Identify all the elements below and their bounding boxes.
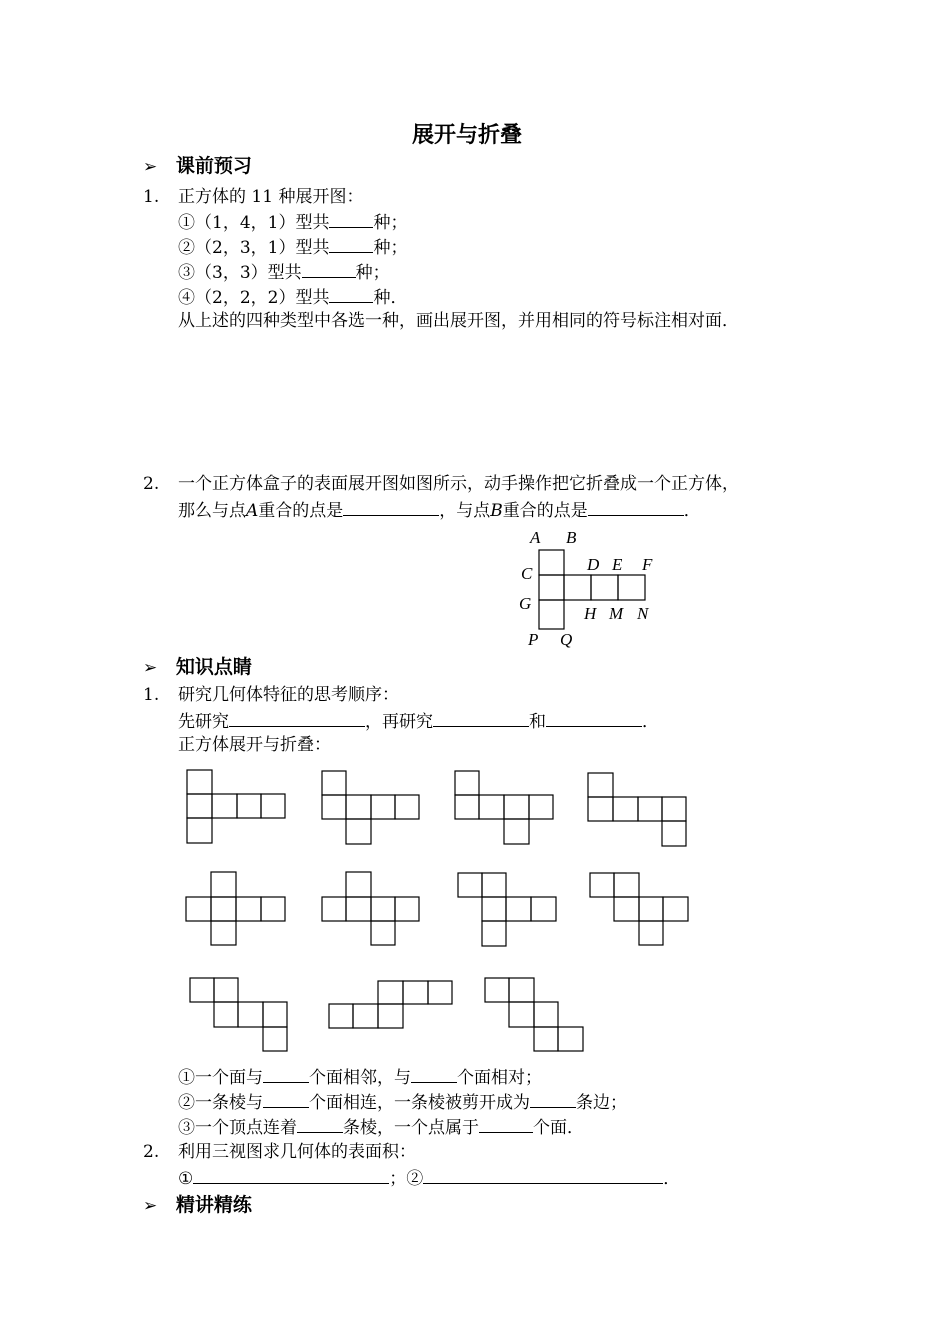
k1-text-d: ． bbox=[642, 712, 659, 732]
net-cell bbox=[329, 1004, 353, 1028]
blank bbox=[302, 261, 356, 278]
net-cell bbox=[353, 1004, 378, 1028]
q1-line-3-post: 种； bbox=[355, 263, 390, 283]
net-cell bbox=[378, 1004, 403, 1028]
section-practice bbox=[143, 1195, 252, 1216]
arrow-bullet-icon: ➢ bbox=[143, 1196, 158, 1216]
point-a: A bbox=[246, 501, 259, 521]
arrow-bullet-icon: ➢ bbox=[143, 658, 158, 678]
net-cell bbox=[261, 897, 285, 921]
net-cell bbox=[455, 795, 479, 819]
net-cell bbox=[639, 897, 663, 921]
net-cell bbox=[588, 773, 613, 797]
k1-text-a: 先研究 bbox=[178, 712, 229, 732]
q2-text-d: 重合的点是 bbox=[502, 501, 588, 521]
blank bbox=[329, 211, 373, 228]
net-cell bbox=[614, 873, 639, 897]
net-cell bbox=[322, 795, 346, 819]
k1-text-b: ，再研究 bbox=[365, 712, 433, 732]
label-f: F bbox=[642, 555, 653, 574]
net-cell bbox=[482, 873, 506, 897]
fact-3-c: 个面． bbox=[533, 1118, 584, 1138]
net-cell bbox=[455, 771, 479, 795]
blank bbox=[530, 1091, 576, 1108]
net-cell bbox=[212, 794, 237, 818]
net-cell bbox=[458, 873, 482, 897]
net-cell bbox=[236, 897, 261, 921]
q2-line-2 bbox=[178, 499, 701, 521]
net-cell bbox=[187, 818, 212, 843]
blank bbox=[546, 710, 642, 727]
k1-line-3: 正方体展开与折叠： bbox=[178, 735, 331, 755]
net-cell bbox=[428, 981, 452, 1004]
net-cell bbox=[663, 897, 688, 921]
net-cell bbox=[371, 897, 395, 921]
page-title: 展开与折叠 bbox=[412, 123, 523, 148]
label-e: E bbox=[612, 555, 623, 574]
blank bbox=[588, 499, 684, 516]
net-cell bbox=[482, 921, 506, 946]
q1-line-1-post: 种； bbox=[373, 213, 408, 233]
net-cell bbox=[531, 897, 556, 921]
q1-line-4 bbox=[178, 286, 407, 308]
net-cell bbox=[591, 575, 618, 600]
net-cell bbox=[237, 794, 261, 818]
net-cell bbox=[346, 795, 371, 819]
k2-number: 2. bbox=[143, 1142, 160, 1162]
net-cell bbox=[504, 795, 529, 819]
net-cell bbox=[539, 550, 564, 575]
q2-text-e: ． bbox=[683, 501, 701, 521]
label-p: P bbox=[528, 630, 539, 649]
q2-text-a: 那么与点 bbox=[178, 501, 246, 521]
blank bbox=[263, 1091, 309, 1108]
q1-line-2-post: 种； bbox=[373, 238, 408, 258]
q1-line-3 bbox=[178, 261, 390, 283]
net-cell bbox=[190, 978, 214, 1002]
net-cell bbox=[564, 575, 591, 600]
k2-text-b: ；② bbox=[389, 1169, 424, 1189]
fact-1-c: 个面相对； bbox=[457, 1068, 542, 1088]
net-cell bbox=[211, 897, 236, 921]
net-cell bbox=[378, 981, 403, 1004]
net-cell bbox=[238, 1002, 263, 1027]
net-cell bbox=[558, 1027, 583, 1051]
net-cell bbox=[346, 819, 371, 844]
k2-text: 利用三视图求几何体的表面积： bbox=[178, 1142, 416, 1162]
q1-text: 正方体的 11 种展开图： bbox=[178, 187, 364, 207]
fact-3-b: 条棱，一个点属于 bbox=[343, 1118, 479, 1138]
q1-number: 1. bbox=[143, 187, 160, 207]
section-preview-title: 课前预习 bbox=[175, 155, 252, 177]
k1-text: 研究几何体特征的思考顺序： bbox=[178, 685, 399, 705]
net-cell bbox=[371, 795, 395, 819]
q1-line-1 bbox=[178, 211, 407, 233]
net-cell bbox=[482, 897, 506, 921]
q1-instruction: 从上述的四种类型中各选一种，画出展开图，并用相同的符号标注相对面． bbox=[178, 311, 739, 331]
k1-number: 1. bbox=[143, 685, 160, 705]
net-cell bbox=[322, 897, 346, 921]
blank bbox=[343, 499, 439, 516]
k1-fact-1 bbox=[178, 1066, 542, 1088]
net-cell bbox=[590, 873, 614, 897]
net-cell bbox=[346, 897, 371, 921]
net-cell bbox=[187, 794, 212, 818]
k2-text-c: ． bbox=[663, 1169, 681, 1189]
q2-text-c: ，与点 bbox=[439, 501, 491, 521]
net-cell bbox=[613, 797, 638, 821]
blank bbox=[263, 1066, 309, 1083]
label-h: H bbox=[584, 604, 597, 623]
q2-number: 2. bbox=[143, 474, 160, 494]
net-cell bbox=[322, 771, 346, 795]
net-cell bbox=[539, 575, 564, 600]
k1-text-c: 和 bbox=[529, 712, 546, 732]
section-practice-title: 精讲精练 bbox=[175, 1194, 252, 1216]
net-cell bbox=[588, 797, 613, 821]
fact-3-a: ③一个顶点连着 bbox=[178, 1118, 297, 1138]
label-d: D bbox=[587, 555, 600, 574]
net-cell bbox=[534, 1002, 558, 1027]
q1-line-1-pre: ①（1，4，1）型共 bbox=[178, 213, 330, 233]
label-a: A bbox=[530, 528, 541, 547]
net-cell bbox=[263, 1027, 287, 1051]
blank bbox=[423, 1167, 663, 1184]
net-cell bbox=[485, 978, 509, 1002]
blank bbox=[329, 286, 373, 303]
q1-line-4-post: 种． bbox=[373, 288, 408, 308]
q1-line-3-pre: ③（3，3）型共 bbox=[178, 263, 302, 283]
k2-line-2 bbox=[178, 1167, 680, 1189]
q1-line-2 bbox=[178, 236, 407, 258]
blank bbox=[411, 1066, 457, 1083]
section-knowledge bbox=[143, 657, 252, 678]
net-cell bbox=[214, 978, 238, 1002]
fact-1-a: ①一个面与 bbox=[178, 1068, 263, 1088]
net-cell bbox=[504, 819, 529, 844]
label-b: B bbox=[566, 528, 577, 547]
net-cell bbox=[509, 978, 534, 1002]
fact-2-c: 条边； bbox=[576, 1093, 627, 1113]
net-cell bbox=[214, 1002, 238, 1027]
net-cell bbox=[211, 921, 236, 945]
net-cell bbox=[395, 897, 419, 921]
label-g: G bbox=[519, 594, 532, 613]
net-cell bbox=[186, 897, 211, 921]
blank bbox=[433, 710, 529, 727]
net-cell bbox=[639, 921, 663, 945]
section-knowledge-title: 知识点睛 bbox=[175, 656, 252, 678]
net-cell bbox=[261, 794, 285, 818]
net-cell bbox=[539, 600, 564, 629]
net-cell bbox=[534, 1027, 558, 1051]
label-m: M bbox=[609, 604, 624, 623]
label-c: C bbox=[521, 564, 533, 583]
blank bbox=[479, 1116, 533, 1133]
net-cell bbox=[395, 795, 419, 819]
q1-line-2-pre: ②（2，3，1）型共 bbox=[178, 238, 330, 258]
net-cell bbox=[346, 872, 371, 897]
k2-text-a: ① bbox=[178, 1169, 194, 1189]
net-cell bbox=[403, 981, 428, 1004]
label-n: N bbox=[637, 604, 649, 623]
net-cell bbox=[187, 770, 212, 794]
q2-text-b: 重合的点是 bbox=[258, 501, 344, 521]
k1-fact-2 bbox=[178, 1091, 627, 1113]
net-cell bbox=[638, 797, 662, 821]
net-cell bbox=[506, 897, 531, 921]
point-b: B bbox=[490, 501, 503, 521]
fact-2-a: ②一条棱与 bbox=[178, 1093, 263, 1113]
net-cell bbox=[479, 795, 504, 819]
section-preview bbox=[143, 156, 252, 177]
net-cell bbox=[614, 897, 639, 921]
q2-line-1: 一个正方体盒子的表面展开图如图所示，动手操作把它折叠成一个正方体， bbox=[178, 474, 739, 494]
blank bbox=[229, 710, 365, 727]
fact-1-b: 个面相邻，与 bbox=[309, 1068, 411, 1088]
label-q: Q bbox=[560, 630, 573, 649]
fact-2-b: 个面相连，一条棱被剪开成为 bbox=[309, 1093, 530, 1113]
arrow-bullet-icon: ➢ bbox=[143, 157, 158, 177]
net-cell bbox=[662, 797, 686, 821]
blank bbox=[297, 1116, 343, 1133]
net-cell bbox=[662, 821, 686, 846]
net-cell bbox=[509, 1002, 534, 1027]
k1-line-2 bbox=[178, 710, 659, 732]
blank bbox=[329, 236, 373, 253]
q1-line-4-pre: ④（2，2，2）型共 bbox=[178, 288, 330, 308]
blank bbox=[193, 1167, 389, 1184]
net-cell bbox=[211, 872, 236, 897]
net-cell bbox=[371, 921, 395, 945]
net-cell bbox=[263, 1002, 287, 1027]
k1-fact-3 bbox=[178, 1116, 584, 1138]
net-cell bbox=[529, 795, 553, 819]
net-cell bbox=[618, 575, 645, 600]
